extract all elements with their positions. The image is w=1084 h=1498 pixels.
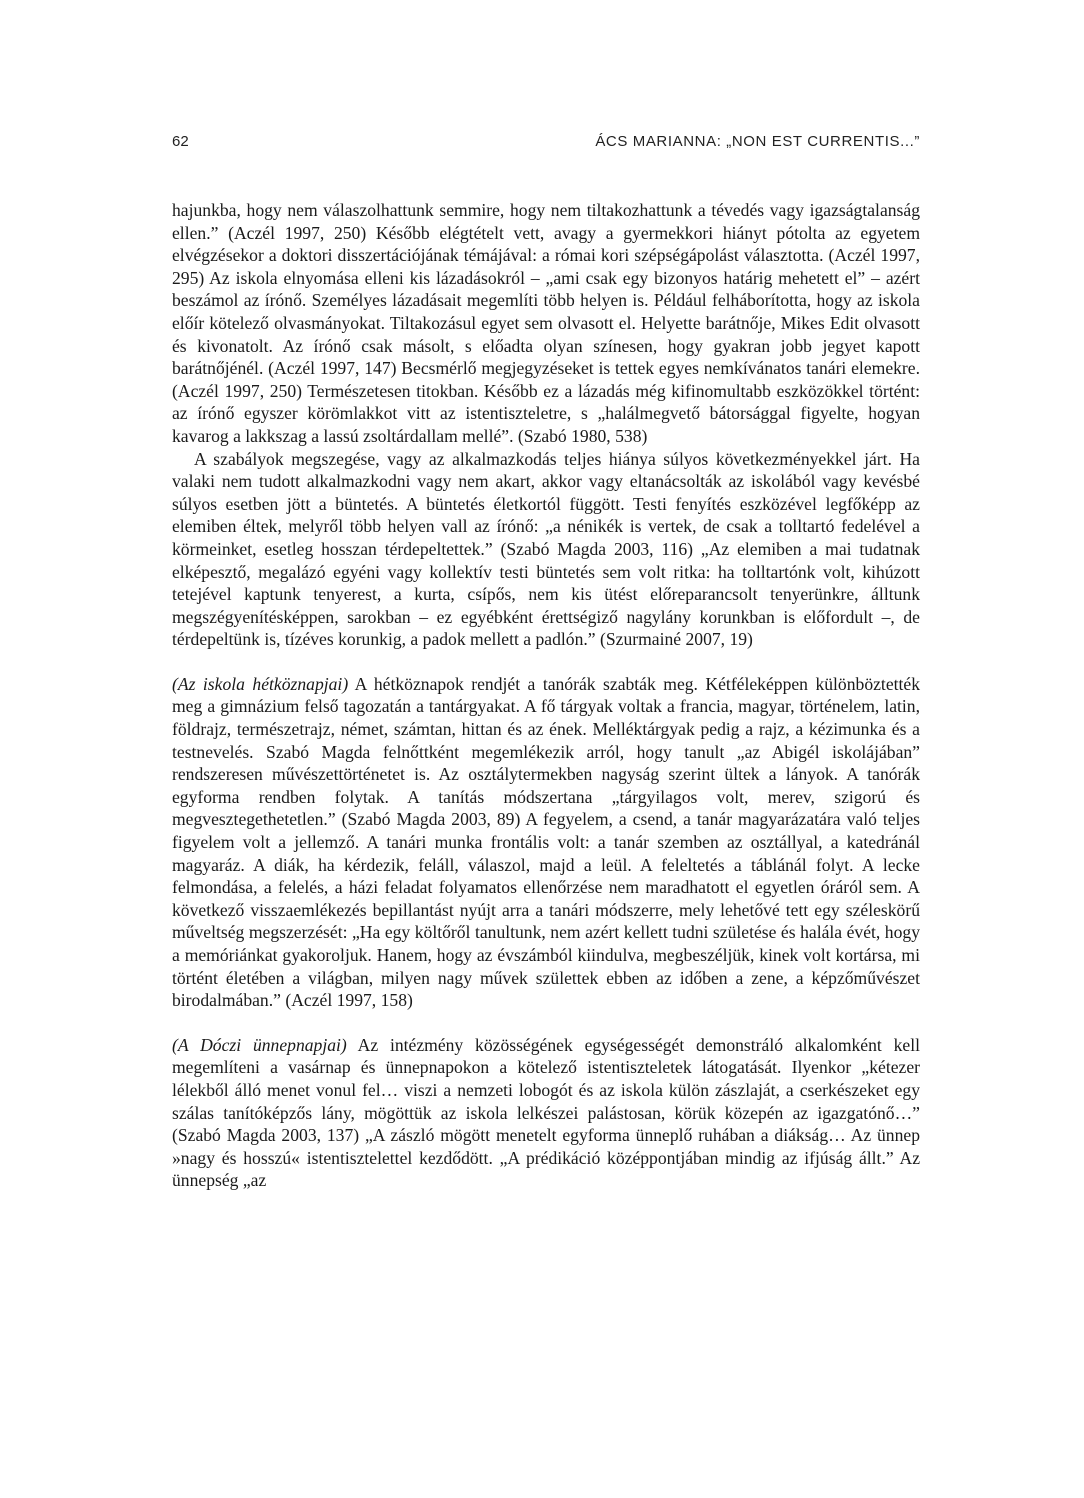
paragraph-holidays	[172, 1034, 920, 1192]
section-title: (Az iskola hétköznapjai)	[172, 673, 349, 694]
paragraph-weekdays	[172, 673, 920, 1012]
paragraph-text: A hétköznapok rendjét a tanórák szabták meg. Kétféleképpen különböztették meg a gimnázium felső tagozatán a tantárgyakat. A fő tárgyak voltak a francia, magyar, történelem, latin, földrajz, természetrajz, német, számtan, hittan és az ének. Melléktárgyak pedig a rajz, a kézimunka és a testnevelés. Szabó Magda felnőttként megemlékezik arról, hogy tanult „az Abigél iskolájában” rendszeresen művészettörténetet is. Az osztálytermekben nagyság szerint ültek a lányok. A tanórák egyforma rendben folytak. A tanítás módszertana „tárgyilagos volt, merev, szigorú és megvesztegethetetlen.” (Szabó Magda 2003, 89) A fegyelem, a csend, a tanár magyarázatára való teljes figyelem volt a jellemző. A tanári munka frontális volt: a tanár szemben az osztállyal, a katedránál magyaráz. A diák, ha kérdezik, feláll, válaszol, majd a leül. A feleltetés a táblánál folyt. A lecke felmondása, a felelés, a házi feladat folyamatos ellenőrzése nem maradhatott el egyetlen óráról sem. A következő visszaemlékezés bepillantást nyújt arra a tanári módszerre, mely lehetővé tett egy széleskörű műveltség megszerzését: „Ha egy költőről tanultunk, nem azért kellett tudni születése és halála évét, hogy a memóriánkat gyakoroljuk. Hanem, hogy az évszámból kiindulva, megbeszéljük, kinek volt kortársa, mi történt életében a világban, milyen nagy művek születtek ebben az időben a zene, a képzőművészet birodalmában.” (Aczél 1997, 158)	[172, 673, 921, 1011]
page-header	[172, 133, 920, 157]
running-head: ÁCS MARIANNA: „NON EST CURRENTIS...”	[595, 133, 920, 150]
paragraph-text: hajunkba, hogy nem válaszolhattunk semmire, hogy nem tiltakozhattunk a tévedés vagy igazságtalanság ellen.” (Aczél 1997, 250) Később elégtételt vett, avagy a gyermekkori hiányt pótolta az egyetem elvégzésekor a doktori disszertációjának témájával: a római kori szépségápolást választotta. (Aczél 1997, 295) Az iskola elnyomása elleni kis lázadásokról – „ami csak egy bizonyos határig mehetett el” – azért beszámol az írónő. Személyes lázadásait megemlíti több helyen is. Például felháborította, hogy az iskola előír kötelező olvasmányokat. Tiltakozásul egyet sem olvasott el. Helyette barátnője, Mikes Edit olvasott és kivonatolt. Az írónő csak másolt, s előadta olyan színesen, hogy gyakran jobb jegyet kapott barátnőjénél. (Aczél 1997, 147) Becsmérlő megjegyzéseket is tettek egyes nemkívánatos tanári elemekre. (Aczél 1997, 250) Természetesen titokban. Később ez a lázadás még kifinomultabb eszközökkel történt: az írónő egyszer körömlakkot vitt az istentiszteletre, s „halálmegvető bátorsággal figyelte, hogyan kavarog a lakkszag a lassú zsoltárdallam mellé”. (Szabó 1980, 538)	[172, 200, 920, 446]
paragraph-punishment	[172, 448, 920, 651]
paragraph-text: A szabályok megszegése, vagy az alkalmazkodás teljes hiánya súlyos következményekkel járt. Ha valaki nem tudott alkalmazkodni vagy nem akart, akkor vagy eltanácsolták az iskolából vagy kevésbé súlyos esetben jött a büntetés. A büntetés életkortól függött. Testi fenyítés eszközével legfőképp az elemiben éltek, melyről több helyen vall az írónő: „a nénikék is vertek, de csak a tolltartó fedelével a körmeinket, esetleg hosszan térdepeltettek.” (Szabó Magda 2003, 116) „Az elemiben a mai tudatnak elképesztő, megalázó egyéni vagy kollektív testi büntetés sem volt ritka: ha tolltartónk volt, kihúzott tetejével kaptunk tenyerest, a kurta, csípős, nem kis ütést előreparancsolt tenyerünkre, álltunk megszégyenítésképpen, sarokban – ez egyébként érettségiző nagylány korunkban is előfordult –, de térdepeltünk is, tízéves korunkig, a padok mellett a padlón.” (Szurmainé 2007, 19)	[172, 448, 920, 650]
paragraph-text: Az intézmény közösségének egységességét demonstráló alkalomként kell megemlíteni a vasárnap és ünnepnapokon a kötelező istentiszteletek látogatását. Ilyenkor „kétezer lélekből álló menet vonul fel… viszi a nemzeti lobogót és az iskola külön zászlaját, a cserkészeket egy szálas tanítóképzős lány, mögöttük az iskola lelkészei palástosan, körük közepén az igazgatónő…” (Szabó Magda 2003, 137) „A zászló mögött menetelt egyforma ünneplő ruhában a diákság… Az ünnep »nagy és hosszú« istentisztelettel kezdődött. „A prédikáció középpontjában mindig az ifjúság állt.” Az ünnepség „az	[172, 1034, 920, 1191]
page-number: 62	[172, 133, 189, 150]
body-text	[172, 199, 920, 1192]
paragraph-continuation	[172, 199, 920, 448]
section-title: (A Dóczi ünnepnapjai)	[172, 1034, 347, 1055]
